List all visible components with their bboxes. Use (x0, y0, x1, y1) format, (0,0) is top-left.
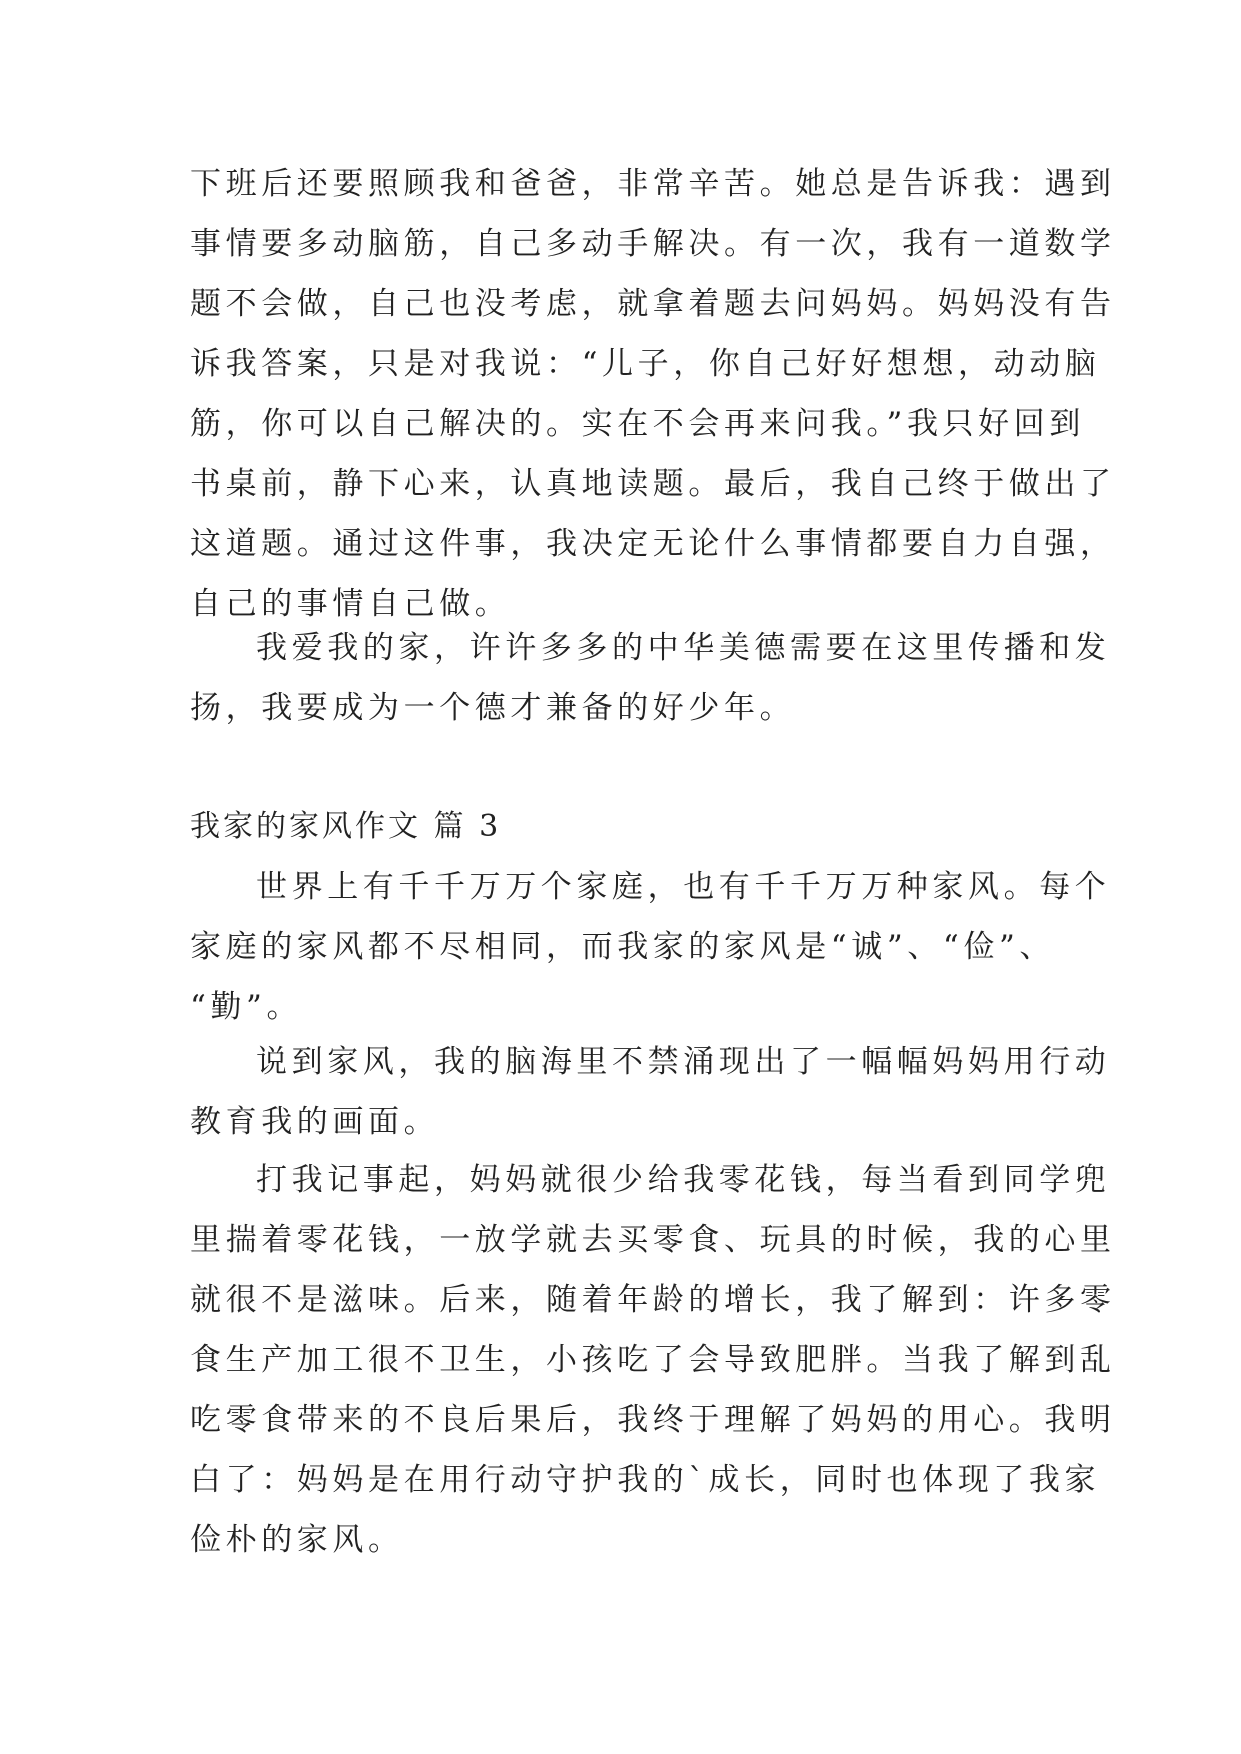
text-line: 扬，我要成为一个德才兼备的好少年。 (190, 690, 796, 726)
paragraph-memory (190, 1032, 1111, 1152)
text-line: 题不会做，自己也没考虑，就拿着题去问妈妈。妈妈没有告 (190, 286, 1116, 322)
text-line: 下班后还要照顾我和爸爸，非常辛苦。她总是告诉我：遇到 (190, 166, 1116, 202)
text-line: 白了：妈妈是在用行动守护我的`成长，同时也体现了我家 (190, 1462, 1101, 1498)
text-line: 家庭的家风都不尽相同，而我家的家风是“诚”、“俭”、 (190, 929, 1055, 965)
essay-heading: 我家的家风作文 篇 3 (190, 809, 502, 844)
paragraph-intro (190, 857, 1111, 1037)
text-line: 筋，你可以自己解决的。实在不会再来问我。”我只好回到 (190, 406, 1085, 442)
text-line: 我爱我的家，许许多多的中华美德需要在这里传播和发 (256, 630, 1111, 666)
paragraph-continuation (190, 154, 1116, 634)
text-line: 俭朴的家风。 (190, 1522, 404, 1558)
text-line: 这道题。通过这件事，我决定无论什么事情都要自力自强， (190, 526, 1116, 562)
text-line: 就很不是滋味。后来，随着年龄的增长，我了解到：许多零 (190, 1282, 1116, 1318)
text-line: 里揣着零花钱，一放学就去买零食、玩具的时候，我的心里 (190, 1222, 1116, 1258)
text-line: 自己的事情自己做。 (190, 586, 511, 622)
text-line: 事情要多动脑筋，自己多动手解决。有一次，我有一道数学 (190, 226, 1116, 262)
paragraph-closing (190, 618, 1111, 738)
text-line: 诉我答案，只是对我说：“儿子，你自己好好想想，动动脑 (190, 346, 1101, 382)
text-line: 书桌前，静下心来，认真地读题。最后，我自己终于做出了 (190, 466, 1116, 502)
text-line: 打我记事起，妈妈就很少给我零花钱，每当看到同学兜 (256, 1162, 1111, 1198)
text-line: “勤”。 (190, 989, 303, 1025)
text-line: 教育我的画面。 (190, 1104, 440, 1140)
text-line: 吃零食带来的不良后果后，我终于理解了妈妈的用心。我明 (190, 1402, 1116, 1438)
text-line: 说到家风，我的脑海里不禁涌现出了一幅幅妈妈用行动 (256, 1044, 1111, 1080)
paragraph-pocket-money (190, 1150, 1116, 1570)
text-line: 食生产加工很不卫生，小孩吃了会导致肥胖。当我了解到乱 (190, 1342, 1116, 1378)
text-line: 世界上有千千万万个家庭，也有千千万万种家风。每个 (256, 869, 1111, 905)
